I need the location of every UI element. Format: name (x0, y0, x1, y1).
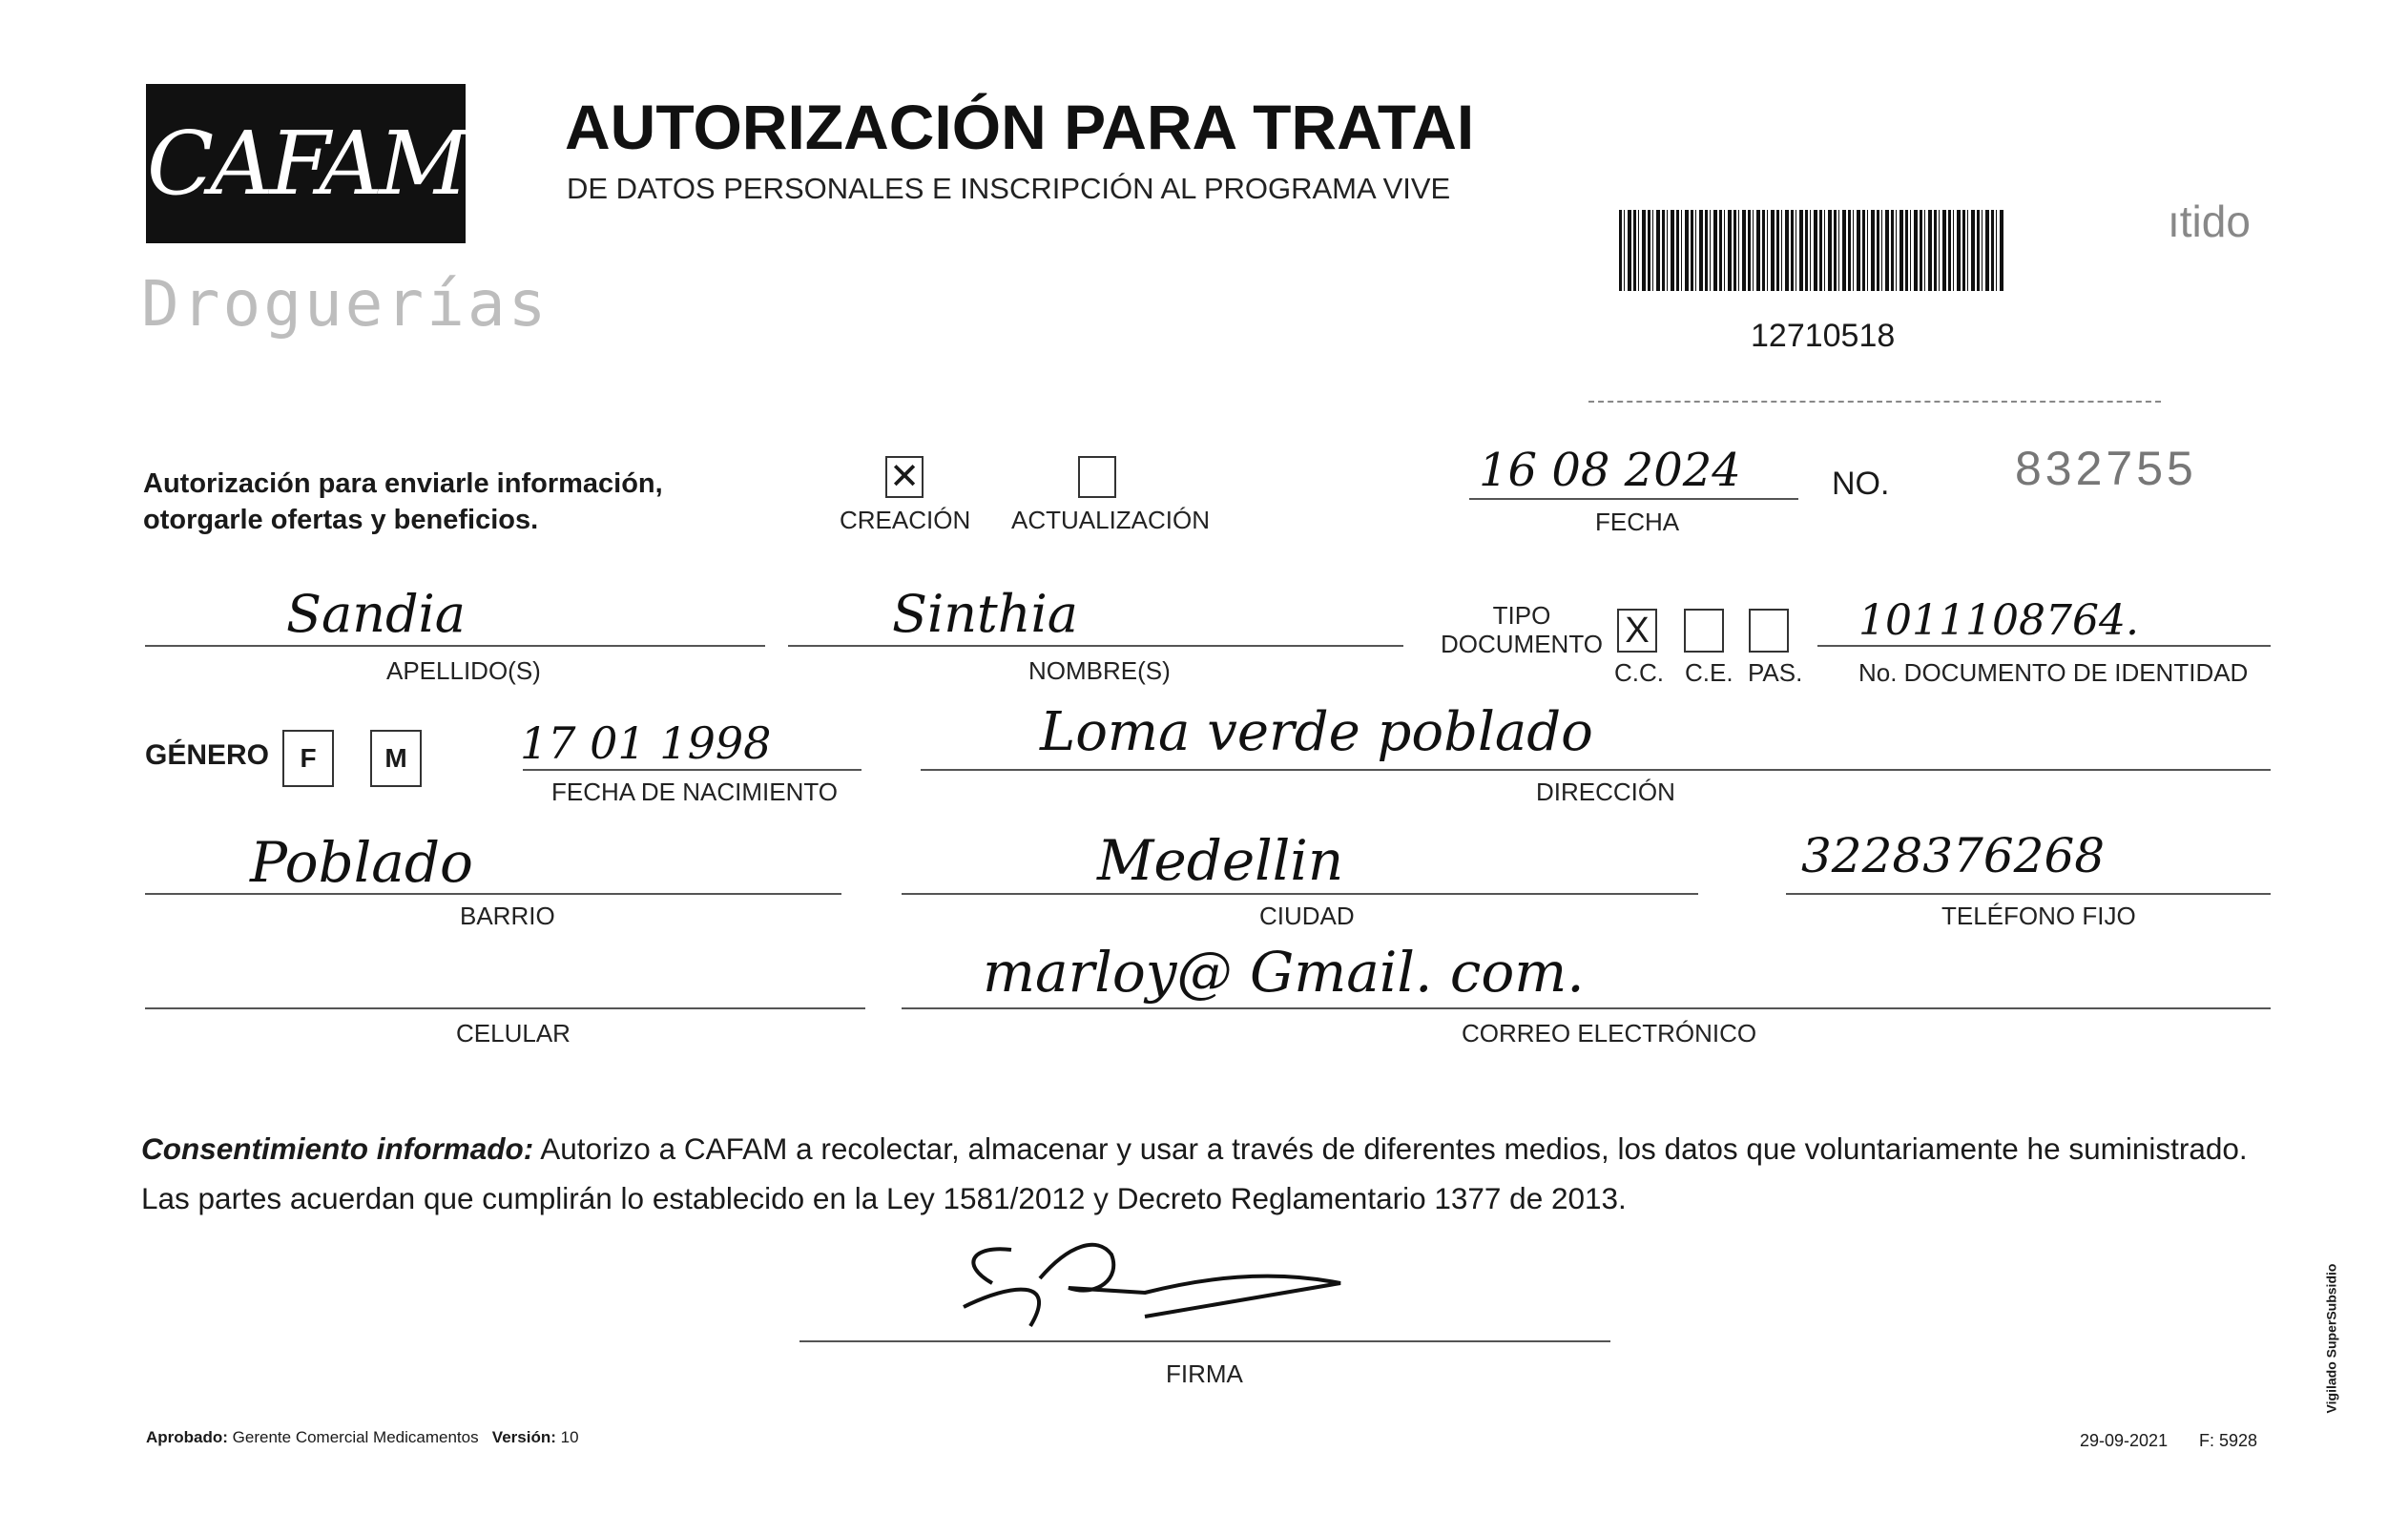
telefono-line (1786, 893, 2271, 895)
signature-label: FIRMA (1166, 1359, 1243, 1388)
authorization-text (143, 466, 663, 538)
no-value: 832755 (2015, 442, 2197, 495)
logo-subtitle: Droguerías (141, 267, 550, 341)
footer-approval (146, 1428, 579, 1447)
no-label: NO. (1832, 466, 1890, 502)
correo-line (902, 1007, 2271, 1009)
correo-value: marloy@ Gmail. com. (983, 940, 1585, 1005)
dashed-divider (1588, 401, 2161, 403)
genero-f-box[interactable] (282, 730, 334, 787)
tipo-documento-label (1441, 601, 1603, 658)
actualizacion-label: ACTUALIZACIÓN (1011, 506, 1211, 534)
creacion-label: CREACIÓN (840, 506, 971, 534)
ce-label: C.E. (1685, 658, 1733, 687)
nombre-line (788, 645, 1403, 647)
corner-text: ıtido (2168, 197, 2251, 246)
authorization-line-2: otorgarle ofertas y beneficios. (143, 505, 539, 535)
signature-line (799, 1340, 1610, 1342)
form-title: AUTORIZACIÓN PARA TRATAI (565, 92, 1475, 162)
consent-lead: Consentimiento informado: (141, 1131, 534, 1166)
correo-label: CORREO ELECTRÓNICO (1462, 1019, 1757, 1048)
nacimiento-value: 17 01 1998 (520, 717, 772, 769)
side-vigilado-text: Vigilado SuperSubsidio (2323, 1263, 2339, 1414)
barrio-label: BARRIO (460, 902, 555, 930)
form-subtitle: DE DATOS PERSONALES E INSCRIPCIÓN AL PROGRAMA VIVE (567, 172, 1451, 205)
consent-body-1: Autorizo a CAFAM a recolectar, almacenar y usar a través de diferentes medios, los datos que voluntariamente he suministrado. (533, 1131, 2248, 1166)
nombre-label: NOMBRE(S) (1028, 656, 1171, 685)
nacimiento-line (523, 769, 861, 771)
apellido-label: APELLIDO(S) (386, 656, 541, 685)
creacion-checkbox[interactable]: ✕ (885, 456, 924, 498)
barrio-value: Poblado (250, 830, 473, 895)
documento-value: 1011108764. (1858, 596, 2139, 645)
pas-label: PAS. (1748, 658, 1803, 687)
barrio-line (145, 893, 841, 895)
ciudad-line (902, 893, 1698, 895)
direccion-value: Loma verde poblado (1040, 701, 1593, 763)
genero-m-box[interactable] (370, 730, 422, 787)
consent-text (141, 1124, 2288, 1223)
ciudad-value: Medellin (1097, 828, 1344, 893)
barcode-number: 12710518 (1751, 318, 1896, 354)
cc-checkbox[interactable] (1617, 609, 1657, 653)
pas-checkbox[interactable] (1749, 609, 1789, 653)
documento-label: No. DOCUMENTO DE IDENTIDAD (1858, 658, 2249, 687)
genero-f-label: F (300, 743, 317, 773)
telefono-value: 3228376268 (1801, 828, 2106, 883)
tipo-label-line-2: DOCUMENTO (1441, 630, 1603, 658)
genero-label: GÉNERO (145, 739, 270, 771)
logo-text: CAFAM (146, 113, 466, 215)
ce-checkbox[interactable] (1684, 609, 1724, 653)
barcode (1619, 210, 2005, 291)
aprobado-value: Gerente Comercial Medicamentos (232, 1428, 479, 1446)
fecha-line (1469, 498, 1798, 500)
genero-m-label: M (384, 743, 407, 773)
direccion-line (921, 769, 2271, 771)
signature-mark (954, 1226, 1355, 1340)
authorization-line-1: Autorización para enviarle información, (143, 468, 663, 499)
aprobado-label: Aprobado: (146, 1428, 228, 1446)
version-value: 10 (560, 1428, 579, 1446)
celular-line (145, 1007, 865, 1009)
celular-label: CELULAR (456, 1019, 571, 1048)
footer-form-code: F: 5928 (2199, 1431, 2258, 1450)
consent-line-1 (141, 1124, 2288, 1173)
nombre-value: Sinthia (892, 584, 1078, 644)
nacimiento-label: FECHA DE NACIMIENTO (551, 778, 839, 806)
tipo-label-line-1: TIPO (1492, 601, 1551, 630)
cc-label: C.C. (1614, 658, 1664, 687)
actualizacion-checkbox[interactable] (1078, 456, 1116, 498)
documento-line (1817, 645, 2271, 647)
ciudad-label: CIUDAD (1259, 902, 1355, 930)
cc-mark: X (1625, 611, 1650, 651)
apellido-value: Sandia (286, 584, 466, 644)
cafam-logo (146, 84, 466, 243)
consent-line-2: Las partes acuerdan que cumplirán lo establecido en la Ley 1581/2012 y Decreto Reglamentario 1377 de 2013. (141, 1181, 1627, 1215)
version-label: Versión: (491, 1428, 556, 1446)
direccion-label: DIRECCIÓN (1536, 778, 1675, 806)
fecha-value: 16 08 2024 (1479, 444, 1741, 497)
apellido-line (145, 645, 765, 647)
footer-date: 29-09-2021 (2080, 1431, 2169, 1450)
fecha-label: FECHA (1595, 508, 1680, 536)
telefono-label: TELÉFONO FIJO (1941, 902, 2136, 930)
